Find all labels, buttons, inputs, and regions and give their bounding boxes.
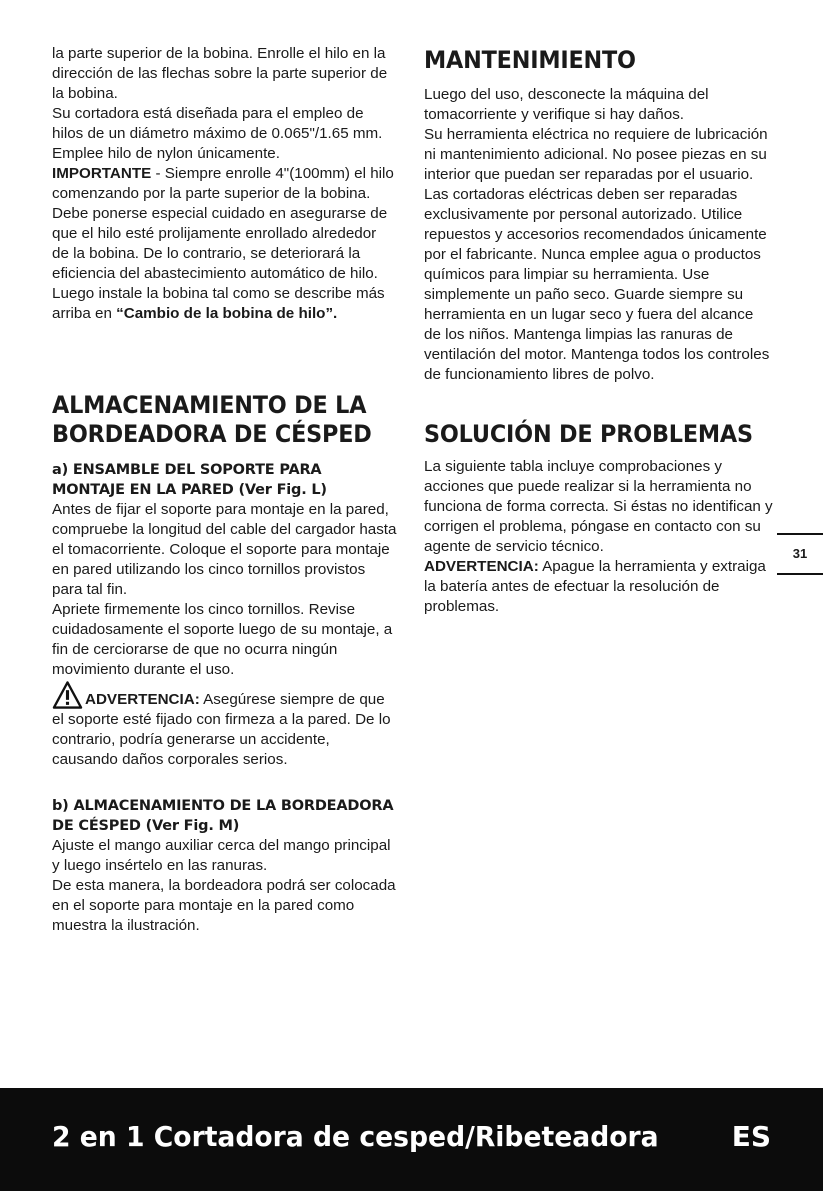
intro-paragraph-5 <box>52 284 397 324</box>
spool-change-reference: “Cambio de la bobina de hilo”. <box>116 305 338 322</box>
subsection-a-warning <box>52 680 397 770</box>
right-column <box>424 44 774 617</box>
storage-heading-line-2: BORDEADORA DE CÉSPED <box>52 420 372 448</box>
troubleshooting-warning-text: Apague la herramienta y extraiga la batería antes de efectuar la resolución de problemas. <box>424 558 766 615</box>
intro-paragraph-4: Debe ponerse especial cuidado en asegurarse de que el hilo esté prolijamente enrollado alrededor de la bobina. De lo contrario, se deteriorará la eficiencia del abastecimiento automático de hilo. <box>52 205 388 282</box>
warning-label: ADVERTENCIA: <box>85 691 200 708</box>
subsection-a-paragraph-1: Antes de fijar el soporte para montaje en la pared, compruebe la longitud del cable del cargador hasta el tomacorriente. Coloque el soporte para montaje en pared utilizando los cinco tornillos provistos para tal fin. <box>52 501 397 598</box>
footer-title: 2 en 1 Cortadora de cesped/Ribeteadora <box>52 1120 659 1153</box>
page-number-top-rule <box>777 533 823 535</box>
subsection-a-paragraph-2: Apriete firmemente los cinco tornillos. Revise cuidadosamente el soporte luego de su montaje, a fin de cerciorarse de que no ocurra ningún movimiento durante el uso. <box>52 601 393 678</box>
install-text: Luego instale la bobina tal como se describe más arriba en <box>52 285 385 322</box>
intro-paragraph-2: Su cortadora está diseñada para el empleo de hilos de un diámetro máximo de 0.065"/1.65 mm. Emplee hilo de nylon únicamente. <box>52 105 383 162</box>
intro-paragraph-3 <box>52 164 397 204</box>
footer-language-code: ES <box>731 1120 771 1153</box>
troubleshooting-warning-label: ADVERTENCIA: <box>424 558 539 575</box>
page-number-bottom-rule <box>777 573 823 575</box>
important-text: - Siempre enrolle 4"(100mm) el hilo comenzando por la parte superior de la bobina. <box>52 165 394 202</box>
storage-heading <box>52 391 373 449</box>
maintenance-paragraph-2: Su herramienta eléctrica no requiere de lubricación ni mantenimiento adicional. No posee piezas en su interior que puedan ser reparadas por el usuario. Las cortadoras eléctricas deben ser reparadas exclusivamente por personal autorizado. Utilice repuestos y accesorios recomendados únicamente por el fabricante. Nunca emplee agua o productos químicos para limpiar su herramienta. Use simplemente un paño seco. Guarde siempre su herramienta en un lugar seco y fuera del alcance de los niños. Mantenga limpias las ranuras de ventilación del motor. Mantenga todos los controles de funcionamiento libres de polvo. <box>424 126 770 383</box>
storage-heading-line-1: ALMACENAMIENTO DE LA <box>52 391 367 419</box>
warning-text: Asegúrese siempre de que el soporte esté fijado con firmeza a la pared. De lo contrario, podría generarse un accidente, causando daños corporales serios. <box>52 691 391 768</box>
maintenance-paragraph-1: Luego del uso, desconecte la máquina del tomacorriente y verifique si hay daños. <box>424 86 709 123</box>
troubleshooting-warning <box>424 557 774 617</box>
intro-paragraph-1: la parte superior de la bobina. Enrolle el hilo en la dirección de las flechas sobre la parte superior de la bobina. <box>52 45 388 102</box>
subsection-b-paragraph-1: Ajuste el mango auxiliar cerca del mango principal y luego insértelo en las ranuras. <box>52 837 391 874</box>
troubleshooting-heading: SOLUCIÓN DE PROBLEMAS <box>424 420 753 448</box>
important-label: IMPORTANTE <box>52 165 152 182</box>
troubleshooting-paragraph-1: La siguiente tabla incluye comprobaciones y acciones que puede realizar si la herramienta no funciona de forma correcta. Si éstas no identifican y corrigen el problema, póngase en contacto con su agente de servicio técnico. <box>424 458 773 555</box>
footer-bar <box>0 1088 823 1191</box>
subsection-b-paragraph-2: De esta manera, la bordeadora podrá ser colocada en el soporte para montaje en la pared como muestra la ilustración. <box>52 877 396 934</box>
subsection-a-heading: a) ENSAMBLE DEL SOPORTE PARA MONTAJE EN LA PARED (Ver Fig. L) <box>52 462 327 498</box>
page-number: 31 <box>792 546 808 561</box>
subsection-b-heading: b) ALMACENAMIENTO DE LA BORDEADORA DE CÉSPED (Ver Fig. M) <box>52 798 394 834</box>
maintenance-heading: MANTENIMIENTO <box>424 46 636 74</box>
page-number-tab <box>777 533 823 577</box>
left-column <box>52 44 397 936</box>
warning-triangle-icon <box>52 680 83 710</box>
